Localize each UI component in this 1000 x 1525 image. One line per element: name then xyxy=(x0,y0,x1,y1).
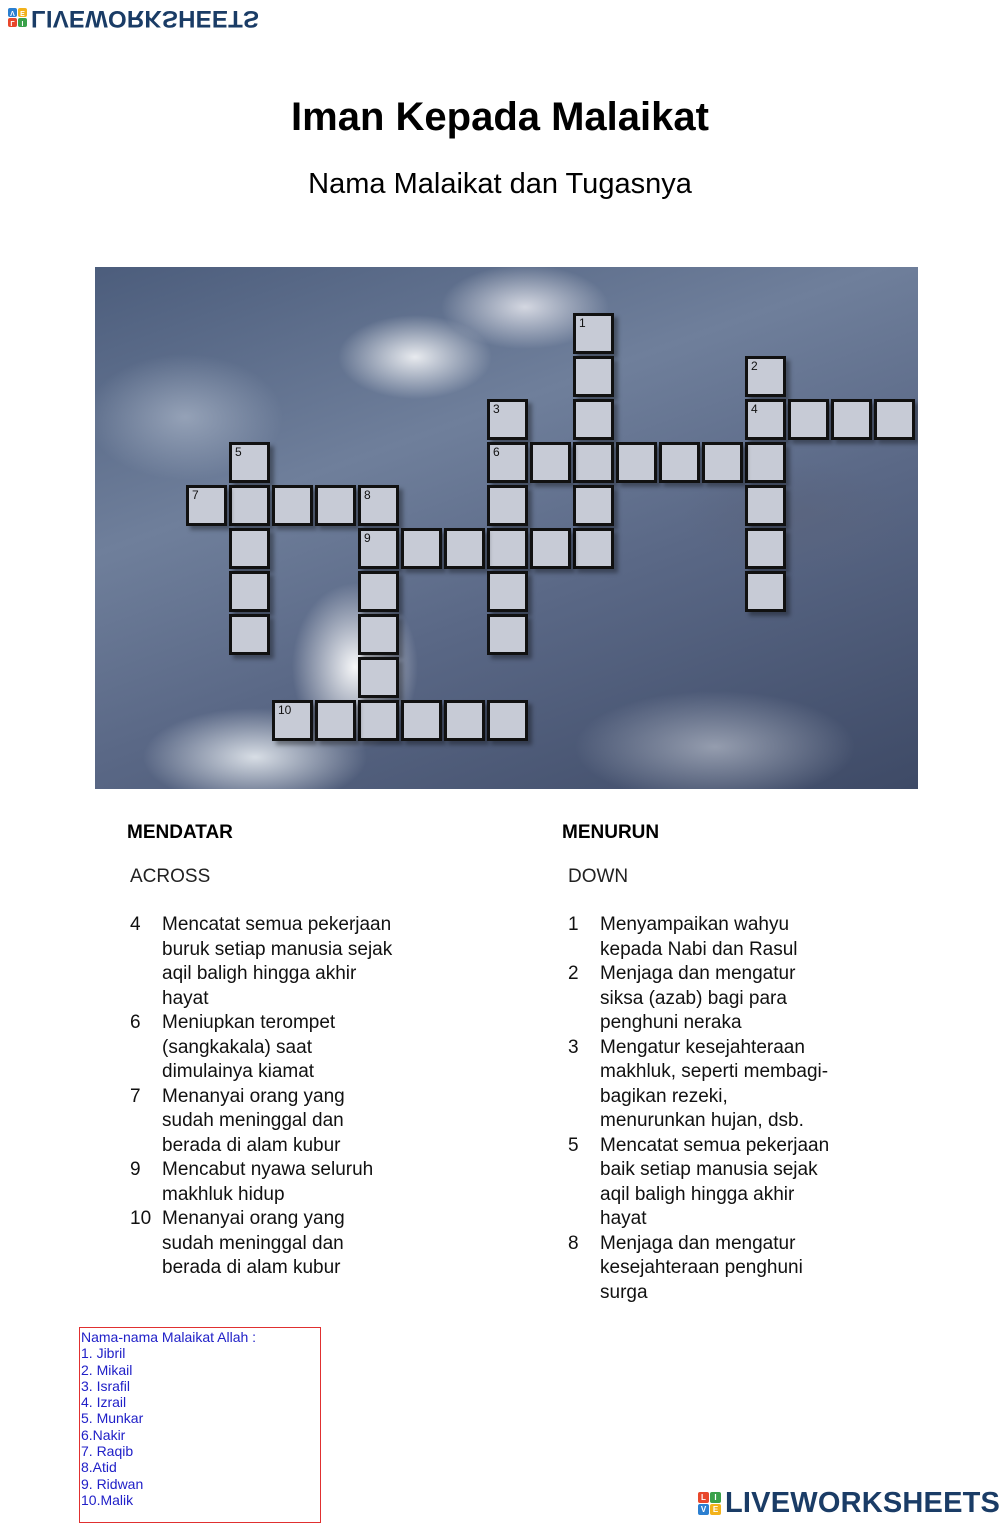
across-clue xyxy=(130,913,470,1011)
cell-number: 6 xyxy=(493,445,500,459)
crossword-cell[interactable] xyxy=(745,485,786,526)
clue-line: hayat xyxy=(162,987,209,1009)
crossword-cell[interactable] xyxy=(358,485,399,526)
across-clue xyxy=(130,1085,470,1159)
clue-text xyxy=(600,1232,900,1306)
angel-name-item: 5. Munkar xyxy=(81,1410,144,1427)
clue-text xyxy=(600,962,900,1036)
clue-text xyxy=(162,1207,462,1281)
clue-line: Menanyai orang yang xyxy=(162,1208,345,1229)
clue-number: 4 xyxy=(130,914,141,935)
down-subheading: DOWN xyxy=(568,866,629,887)
crossword-cell[interactable] xyxy=(573,313,614,354)
clue-number: 7 xyxy=(130,1085,141,1107)
clue-text xyxy=(162,913,462,1011)
cell-number: 4 xyxy=(751,402,758,416)
logo-tile: L xyxy=(8,19,17,28)
logo-tile: I xyxy=(710,1492,721,1503)
crossword-cell[interactable] xyxy=(487,399,528,440)
crossword-cell[interactable] xyxy=(401,528,442,569)
clue-line: dimulainya kiamat xyxy=(162,1061,315,1082)
clue-number: 3 xyxy=(568,1036,579,1058)
clue-text xyxy=(162,1011,462,1085)
clue-line: bagikan rezeki, xyxy=(600,1085,728,1107)
clue-text xyxy=(600,1134,900,1232)
logo-text: LIVEWORKSHEETS xyxy=(725,1487,1000,1519)
crossword-cell[interactable] xyxy=(315,485,356,526)
clue-line: menurunkan hujan, dsb. xyxy=(600,1110,804,1131)
crossword-cell[interactable] xyxy=(659,442,700,483)
angel-name-item: 6.Nakir xyxy=(81,1426,126,1443)
clue-line: sudah meninggal dan xyxy=(162,1232,344,1254)
cell-number: 5 xyxy=(235,445,242,459)
clue-line: makhluk hidup xyxy=(162,1183,285,1205)
cell-number: 2 xyxy=(751,359,758,373)
angel-name-item: 8.Atid xyxy=(81,1459,117,1476)
crossword-cell[interactable] xyxy=(487,485,528,526)
crossword-cell[interactable] xyxy=(444,700,485,741)
crossword-cell[interactable] xyxy=(358,614,399,655)
crossword-cell[interactable] xyxy=(229,614,270,655)
clue-line: surga xyxy=(600,1281,648,1303)
crossword-cell[interactable] xyxy=(616,442,657,483)
crossword-cell[interactable] xyxy=(487,700,528,741)
clue-line: kepada Nabi dan Rasul xyxy=(600,938,798,960)
down-clue xyxy=(568,1036,908,1134)
logo-text: LIVEWORKSHEETS xyxy=(31,5,260,32)
clue-line: aqil baligh hingga akhir xyxy=(600,1183,795,1205)
crossword-cell[interactable] xyxy=(831,399,872,440)
crossword-cell[interactable] xyxy=(358,700,399,741)
cell-number: 7 xyxy=(192,488,199,502)
clue-text xyxy=(162,1085,462,1159)
names-box-heading: Nama-nama Malaikat Allah : xyxy=(81,1329,257,1345)
crossword-cell[interactable] xyxy=(530,528,571,569)
crossword-cell[interactable] xyxy=(487,614,528,655)
logo-mark-icon xyxy=(8,9,27,28)
down-heading: MENURUN xyxy=(562,822,660,843)
crossword-cell[interactable] xyxy=(186,485,227,526)
angel-name-item: 4. Izrail xyxy=(81,1394,127,1411)
clue-text xyxy=(600,1036,900,1134)
clue-number: 6 xyxy=(130,1012,141,1033)
angel-name-item: 1. Jibril xyxy=(81,1345,126,1362)
crossword-cell[interactable] xyxy=(444,528,485,569)
logo-tile: V xyxy=(698,1504,709,1515)
crossword-cell[interactable] xyxy=(315,700,356,741)
clue-number: 1 xyxy=(568,914,579,935)
clue-number: 2 xyxy=(568,963,579,984)
clue-line: Mencatat semua pekerjaan xyxy=(600,1134,830,1156)
crossword-cell[interactable] xyxy=(702,442,743,483)
clue-number: 5 xyxy=(568,1134,579,1156)
logo-tile: V xyxy=(8,9,17,18)
crossword-cell[interactable] xyxy=(745,356,786,397)
clue-line: aqil baligh hingga akhir xyxy=(162,963,357,984)
across-subheading: ACROSS xyxy=(130,866,211,887)
crossword-cell[interactable] xyxy=(573,485,614,526)
clue-line: Mencatat semua pekerjaan xyxy=(162,914,392,935)
crossword-cell[interactable] xyxy=(530,442,571,483)
angel-name-item: 10.Malik xyxy=(81,1491,134,1508)
across-clue xyxy=(130,1207,470,1281)
clue-line: Mengatur kesejahteraan xyxy=(600,1036,805,1058)
across-clue xyxy=(130,1011,470,1085)
clue-line: berada di alam kubur xyxy=(162,1257,341,1278)
logo-tile: E xyxy=(710,1504,721,1515)
cell-number: 3 xyxy=(493,402,500,416)
page-subtitle: Nama Malaikat dan Tugasnya xyxy=(308,168,692,200)
angel-names-box xyxy=(79,1327,321,1523)
clue-line: penghuni neraka xyxy=(600,1012,742,1033)
clue-line: buruk setiap manusia sejak xyxy=(162,938,393,960)
crossword-cell[interactable] xyxy=(745,528,786,569)
crossword-cell[interactable] xyxy=(745,399,786,440)
clue-line: siksa (azab) bagi para xyxy=(600,987,787,1009)
crossword-cell[interactable] xyxy=(229,442,270,483)
down-clue xyxy=(568,1134,908,1232)
angel-name-item: 7. Raqib xyxy=(81,1443,134,1460)
crossword-cell[interactable] xyxy=(358,657,399,698)
logo-tile: I xyxy=(18,19,27,28)
logo-tile: L xyxy=(698,1492,709,1503)
bottom-logo xyxy=(698,1487,1000,1520)
clue-line: (sangkakala) saat xyxy=(162,1036,312,1058)
clue-number: 10 xyxy=(130,1208,152,1229)
crossword-cell[interactable] xyxy=(229,571,270,612)
angel-name-item: 3. Israfil xyxy=(81,1377,131,1394)
crossword-cell[interactable] xyxy=(358,571,399,612)
crossword-cell[interactable] xyxy=(272,700,313,741)
crossword-cell[interactable] xyxy=(229,528,270,569)
crossword-cell[interactable] xyxy=(573,442,614,483)
clue-number: 9 xyxy=(130,1159,141,1180)
names-list xyxy=(81,1345,320,1508)
clue-line: Mencabut nyawa seluruh xyxy=(162,1159,374,1180)
angel-name-item: 9. Ridwan xyxy=(81,1475,144,1492)
cell-number: 9 xyxy=(364,531,371,545)
crossword-panel xyxy=(95,267,918,789)
cell-number: 10 xyxy=(278,703,292,717)
crossword-cell[interactable] xyxy=(229,485,270,526)
crossword-cell[interactable] xyxy=(745,571,786,612)
clue-line: Menanyai orang yang xyxy=(162,1085,345,1107)
clue-line: berada di alam kubur xyxy=(162,1134,341,1156)
down-clue xyxy=(568,913,908,962)
clue-number: 8 xyxy=(568,1232,579,1254)
clue-text xyxy=(600,913,900,962)
crossword-cell[interactable] xyxy=(487,571,528,612)
across-clue xyxy=(130,1158,470,1207)
clue-line: Menjaga dan mengatur xyxy=(600,1232,796,1254)
clue-text xyxy=(162,1158,462,1207)
clue-line: Meniupkan terompet xyxy=(162,1012,336,1033)
clue-line: baik setiap manusia sejak xyxy=(600,1159,818,1180)
page-title: Iman Kepada Malaikat xyxy=(291,95,709,139)
crossword-cell[interactable] xyxy=(573,356,614,397)
crossword-cell[interactable] xyxy=(573,399,614,440)
down-clue xyxy=(568,1232,908,1306)
down-clue xyxy=(568,962,908,1036)
clue-line: makhluk, seperti membagi- xyxy=(600,1061,829,1082)
logo-tile: E xyxy=(18,9,27,18)
clue-line: kesejahteraan penghuni xyxy=(600,1257,803,1278)
clue-line: hayat xyxy=(600,1208,647,1229)
cell-number: 1 xyxy=(579,316,586,330)
crossword-cell[interactable] xyxy=(573,528,614,569)
clue-line: Menjaga dan mengatur xyxy=(600,963,796,984)
clue-line: Menyampaikan wahyu xyxy=(600,914,790,935)
crossword-cell[interactable] xyxy=(272,485,313,526)
crossword-cell[interactable] xyxy=(745,442,786,483)
crossword-cell[interactable] xyxy=(788,399,829,440)
cell-number: 8 xyxy=(364,488,371,502)
angel-name-item: 2. Mikail xyxy=(81,1361,133,1378)
crossword-cell[interactable] xyxy=(874,399,915,440)
crossword-cell[interactable] xyxy=(487,442,528,483)
logo-mark-icon xyxy=(698,1492,721,1515)
crossword-cell[interactable] xyxy=(487,528,528,569)
clue-line: sudah meninggal dan xyxy=(162,1110,344,1131)
crossword-cell[interactable] xyxy=(358,528,399,569)
top-logo xyxy=(8,4,259,32)
across-heading: MENDATAR xyxy=(127,822,233,843)
crossword-cell[interactable] xyxy=(401,700,442,741)
